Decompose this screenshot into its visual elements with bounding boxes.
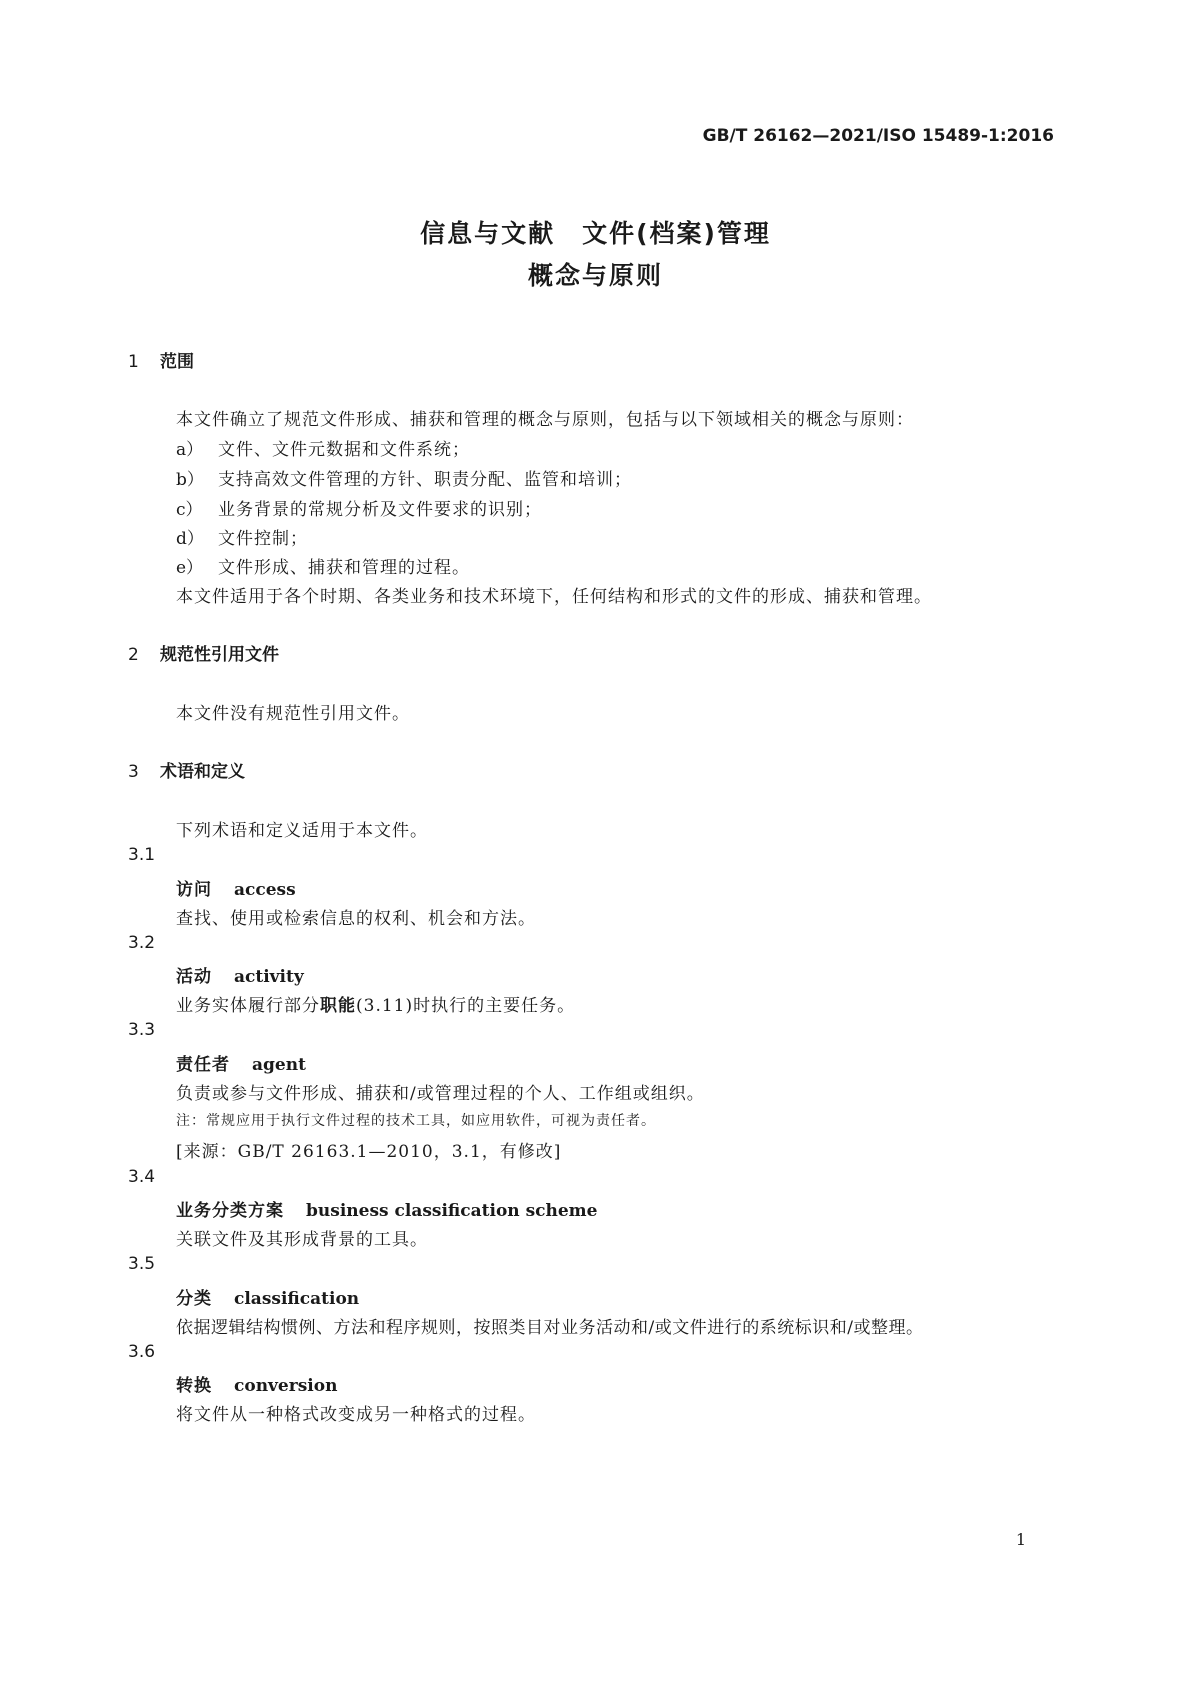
term-definition: [176, 991, 575, 1016]
term-heading: [176, 875, 296, 900]
term-number: 3.1: [128, 845, 156, 865]
list-marker: b）: [176, 470, 204, 490]
section-3-intro: 下列术语和定义适用于本文件。: [176, 821, 428, 841]
list-marker: c）: [176, 500, 203, 520]
section-number: 3: [128, 762, 139, 782]
term-en: business classification scheme: [306, 1201, 598, 1221]
term-definition: 将文件从一种格式改变成另一种格式的过程。: [176, 1405, 536, 1425]
list-item: [176, 524, 308, 549]
term-reference: 职能: [320, 996, 356, 1016]
list-item: [176, 553, 470, 578]
term-definition: 依据逻辑结构惯例、方法和程序规则，按照类目对业务活动和/或文件进行的系统标识和/或整理。: [176, 1318, 924, 1338]
section-2-text: 本文件没有规范性引用文件。: [176, 704, 410, 724]
term-number: 3.6: [128, 1342, 156, 1362]
term-definition: 负责或参与文件形成、捕获和/或管理过程的个人、工作组或组织。: [176, 1084, 705, 1104]
term-zh: 转换: [176, 1376, 212, 1396]
list-text: 支持高效文件管理的方针、职责分配、监管和培训；: [218, 470, 632, 490]
term-number: 3.4: [128, 1167, 156, 1187]
list-text: 文件形成、捕获和管理的过程。: [218, 558, 470, 578]
term-note: 注：常规应用于执行文件过程的技术工具，如应用软件，可视为责任者。: [176, 1113, 656, 1129]
term-definition: 查找、使用或检索信息的权利、机会和方法。: [176, 909, 536, 929]
list-item: [176, 465, 632, 490]
term-heading: [176, 1371, 337, 1396]
section-2-heading: [128, 640, 279, 665]
section-number: 2: [128, 645, 139, 665]
term-heading: [176, 1284, 359, 1309]
title-line-1: 信息与文献 文件(档案)管理: [420, 219, 771, 248]
section-title: 范围: [160, 352, 194, 372]
term-number: 3.3: [128, 1020, 156, 1040]
section-title: 规范性引用文件: [160, 645, 279, 665]
term-heading: [176, 962, 304, 987]
title-line-2: 概念与原则: [527, 261, 663, 290]
page-number: 1: [1015, 1530, 1026, 1549]
section-1-closing: 本文件适用于各个时期、各类业务和技术环境下，任何结构和形式的文件的形成、捕获和管理。: [176, 587, 932, 607]
term-definition: 关联文件及其形成背景的工具。: [176, 1230, 428, 1250]
term-en: access: [234, 880, 296, 900]
term-heading: [176, 1196, 598, 1221]
standard-number: GB/T 26162—2021/ISO 15489-1:2016: [702, 126, 1054, 146]
list-item: [176, 495, 542, 520]
term-source: [来源：GB/T 26163.1—2010，3.1，有修改]: [176, 1142, 562, 1162]
term-en: conversion: [234, 1376, 338, 1396]
term-en: activity: [234, 967, 304, 987]
list-marker: a）: [176, 440, 204, 460]
list-item: [176, 435, 470, 460]
definition-text: (3.11)时执行的主要任务。: [356, 996, 576, 1016]
list-text: 文件、文件元数据和文件系统；: [218, 440, 470, 460]
list-marker: d）: [176, 529, 204, 549]
section-number: 1: [128, 352, 139, 372]
term-zh: 访问: [176, 880, 212, 900]
term-en: classification: [234, 1289, 360, 1309]
list-text: 业务背景的常规分析及文件要求的识别；: [218, 500, 542, 520]
term-zh: 业务分类方案: [176, 1201, 284, 1221]
section-1-intro: 本文件确立了规范文件形成、捕获和管理的概念与原则，包括与以下领域相关的概念与原则：: [176, 410, 914, 430]
term-zh: 活动: [176, 967, 212, 987]
term-zh: 分类: [176, 1289, 212, 1309]
section-title: 术语和定义: [160, 762, 245, 782]
term-heading: [176, 1050, 306, 1075]
list-text: 文件控制；: [218, 529, 308, 549]
section-1-heading: [128, 347, 194, 372]
section-3-heading: [128, 757, 245, 782]
term-number: 3.5: [128, 1254, 156, 1274]
definition-text: 业务实体履行部分: [176, 996, 320, 1016]
list-marker: e）: [176, 558, 204, 578]
term-number: 3.2: [128, 933, 156, 953]
term-zh: 责任者: [176, 1055, 230, 1075]
term-en: agent: [252, 1055, 306, 1075]
